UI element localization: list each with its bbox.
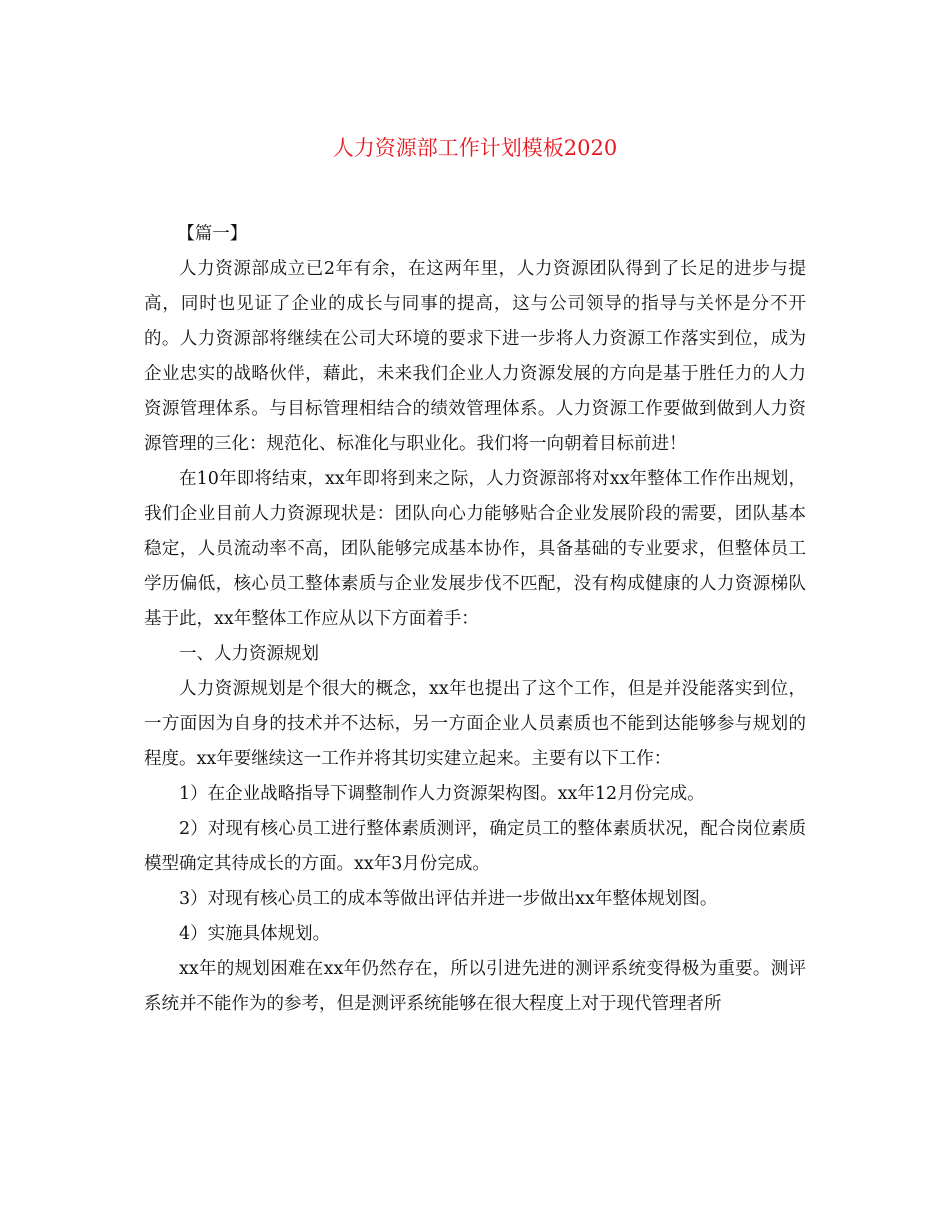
paragraph-status: 在10年即将结束，xx年即将到来之际，人力资源部将对xx年整体工作作出规划，我们企业目前人力资源现状是：团队向心力能够贴合企业发展阶段的需要，团队基本稳定，人员流动率不高，团队能够完成基本协作，具备基础的专业要求，但整体员工学历偏低，核心员工整体素质与企业发展步伐不匹配，没有构成健康的人力资源梯队基于此，xx年整体工作应从以下方面着手： (144, 469, 806, 629)
list-item-4: 4）实施具体规划。 (179, 924, 331, 944)
list-item-2: 2）对现有核心员工进行整体素质测评，确定员工的整体素质状况，配合岗位素质模型确定其待成长的方面。xx年3月份完成。 (144, 819, 806, 874)
paragraph-hr-planning: 人力资源规划是个很大的概念，xx年也提出了这个工作，但是并没能落实到位，一方面因为自身的技术并不达标，另一方面企业人员素质也不能到达能够参与规划的程度。xx年要继续这一工作并将其切实建立起来。主要有以下工作： (144, 679, 806, 769)
section-heading-hr-planning: 一、人力资源规划 (179, 644, 319, 664)
list-item-3: 3）对现有核心员工的成本等做出评估并进一步做出xx年整体规划图。 (179, 889, 718, 909)
list-item-1: 1）在企业战略指导下调整制作人力资源架构图。xx年12月份完成。 (179, 784, 705, 804)
document-title: 人力资源部工作计划模板2020 (332, 136, 618, 160)
paragraph-assessment: xx年的规划困难在xx年仍然存在，所以引进先进的测评系统变得极为重要。测评系统并不能作为的参考，但是测评系统能够在很大程度上对于现代管理者所 (144, 959, 806, 1014)
section-marker: 【篇一】 (177, 224, 248, 244)
document-body (144, 217, 806, 1022)
paragraph-intro: 人力资源部成立已2年有余，在这两年里，人力资源团队得到了长足的进步与提高，同时也见证了企业的成长与同事的提高，这与公司领导的指导与关怀是分不开的。人力资源部将继续在公司大环境的要求下进一步将人力资源工作落实到位，成为企业忠实的战略伙伴，藉此，未来我们企业人力资源发展的方向是基于胜任力的人力资源管理体系。与目标管理相结合的绩效管理体系。人力资源工作要做到做到人力资源管理的三化：规范化、标准化与职业化。我们将一向朝着目标前进！ (144, 259, 806, 454)
